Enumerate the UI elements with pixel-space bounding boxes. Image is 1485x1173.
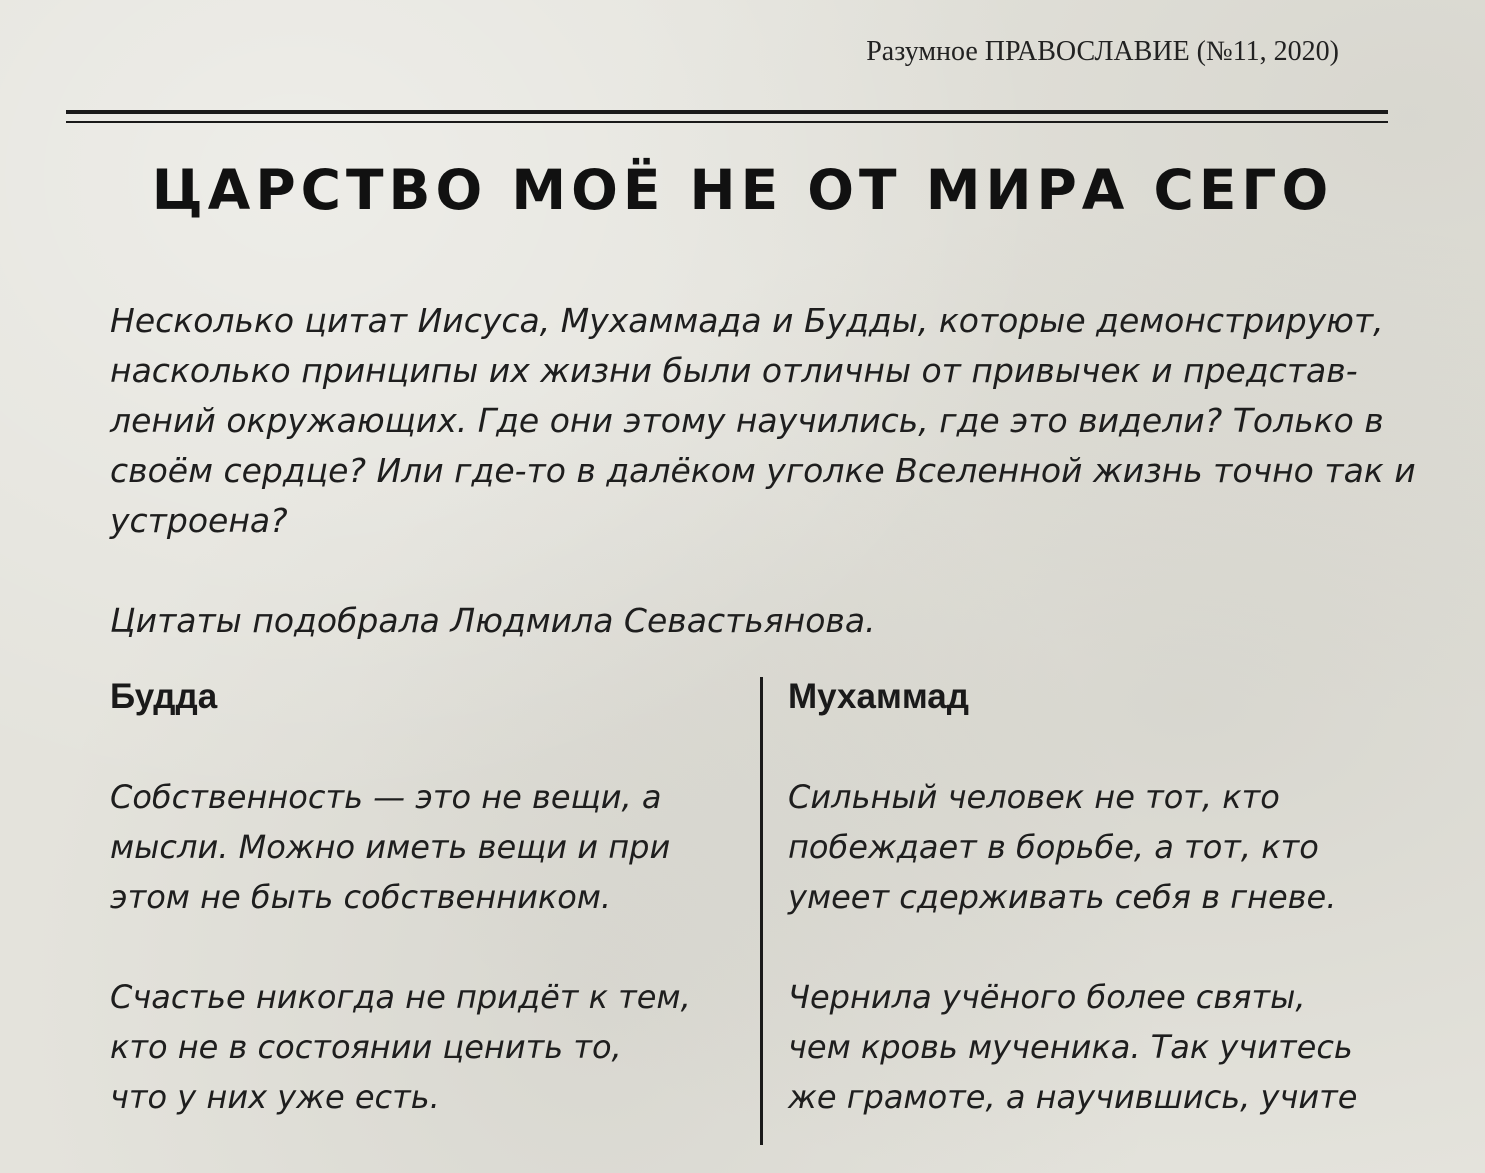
article-credit: Цитаты подобрала Людмила Севастьянова.: [110, 601, 876, 640]
quote-line: что у них уже есть.: [110, 1078, 440, 1116]
quote-line: побеждает в борьбе, а тот, кто: [788, 828, 1319, 866]
column-heading: Мухаммад: [788, 677, 969, 716]
intro-line: своём сердце? Или где-то в далёком уголке Вселенной жизнь точно так и: [110, 451, 1416, 490]
quote: [110, 772, 750, 922]
article-intro: [110, 296, 1450, 546]
quote-line: чем кровь мученика. Так учитесь: [788, 1028, 1353, 1066]
quote-line: кто не в состоянии ценить то,: [110, 1028, 622, 1066]
quote-line: Счастье никогда не придёт к тем,: [110, 978, 691, 1016]
quote: [788, 972, 1428, 1122]
column-muhammad: [788, 672, 1428, 1122]
quote: [110, 972, 750, 1122]
intro-line: насколько принципы их жизни были отличны от привычек и представ-: [110, 351, 1358, 390]
article-title: ЦАРСТВО МОЁ НЕ ОТ МИРА СЕГО: [151, 158, 1334, 222]
intro-line: лений окружающих. Где они этому научились, где это видели? Только в: [110, 401, 1384, 440]
masthead: Разумное ПРАВОСЛАВИЕ (№11, 2020): [866, 36, 1339, 67]
quote-line: же грамоте, а научившись, учите: [788, 1078, 1358, 1116]
quote-line: мысли. Можно иметь вещи и при: [110, 828, 671, 866]
quote-line: Сильный человек не тот, кто: [788, 778, 1280, 816]
column-heading: Будда: [110, 677, 218, 716]
quote: [788, 772, 1428, 922]
column-divider: [760, 677, 763, 1145]
header-rule-thin: [66, 121, 1388, 123]
quote-line: Чернила учёного более святы,: [788, 978, 1306, 1016]
quote-line: этом не быть собственником.: [110, 878, 612, 916]
intro-line: устроена?: [110, 501, 288, 540]
intro-line: Несколько цитат Иисуса, Мухаммада и Будды, которые демонстрируют,: [110, 301, 1384, 340]
header-rule-thick: [66, 110, 1388, 114]
column-buddha: [110, 672, 750, 1122]
quote-line: умеет сдерживать себя в гневе.: [788, 878, 1337, 916]
quote-line: Собственность — это не вещи, а: [110, 778, 662, 816]
